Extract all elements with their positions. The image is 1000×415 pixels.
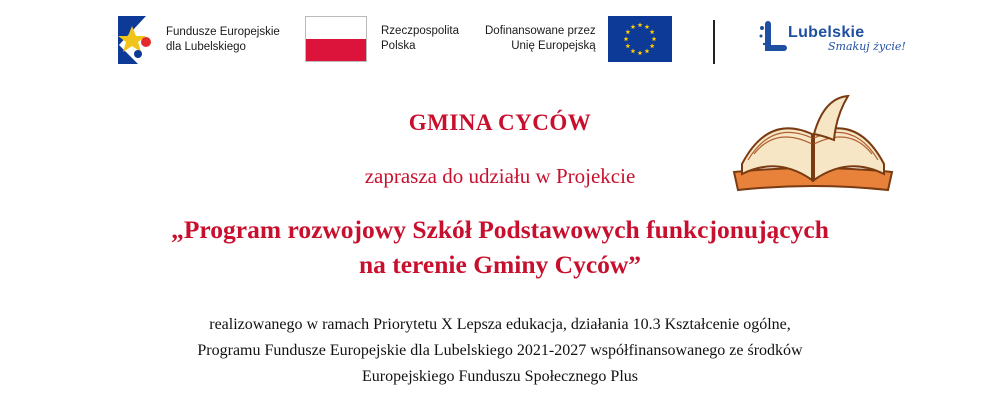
page-title: GMINA CYCÓW (408, 110, 592, 135)
poland-flag-icon (305, 16, 367, 62)
description-line3: Europejskiego Funduszu Społecznego Plus (362, 368, 638, 385)
fe-logo-line2: dla Lubelskiego (166, 41, 246, 53)
unia-europejska-logo (485, 16, 672, 62)
lubelskie-logo (758, 20, 906, 56)
lubelskie-brand: Lubelskie (788, 23, 865, 41)
rzeczpospolita-polska-logo (305, 16, 459, 62)
project-name-line2: na terenie Gminy Cyców” (358, 250, 642, 279)
invite-text: zaprasza do udziału w Projekcie (364, 164, 636, 188)
fe-logo-line1: Fundusze Europejskie (166, 26, 280, 38)
description-line1: realizowanego w ramach Priorytetu X Lepsza edukacja, działania 10.3 Kształcenie ogólne, (209, 316, 791, 333)
fe-star-icon (118, 16, 158, 64)
ue-logo-line2: Unię Europejską (511, 40, 596, 52)
open-book-icon (728, 94, 898, 204)
fundusze-europejskie-logo (118, 16, 280, 64)
logo-divider (713, 20, 715, 64)
project-name (0, 212, 1000, 282)
eu-flag-icon (608, 16, 672, 62)
pl-logo-line2: Polska (381, 40, 416, 52)
ue-logo-line1: Dofinansowane przez (485, 25, 596, 37)
lubelskie-mark-icon (758, 20, 788, 56)
logo-bar (0, 0, 1000, 100)
pl-logo-line1: Rzeczpospolita (381, 25, 459, 37)
description-line2: Programu Fundusze Europejskie dla Lubelskiego 2021-2027 współfinansowanego ze środków (197, 342, 803, 359)
lubelskie-tagline: Smakuj życie! (828, 39, 906, 53)
project-description (0, 312, 1000, 390)
project-name-line1: „Program rozwojowy Szkół Podstawowych funkcjonujących (171, 215, 829, 244)
